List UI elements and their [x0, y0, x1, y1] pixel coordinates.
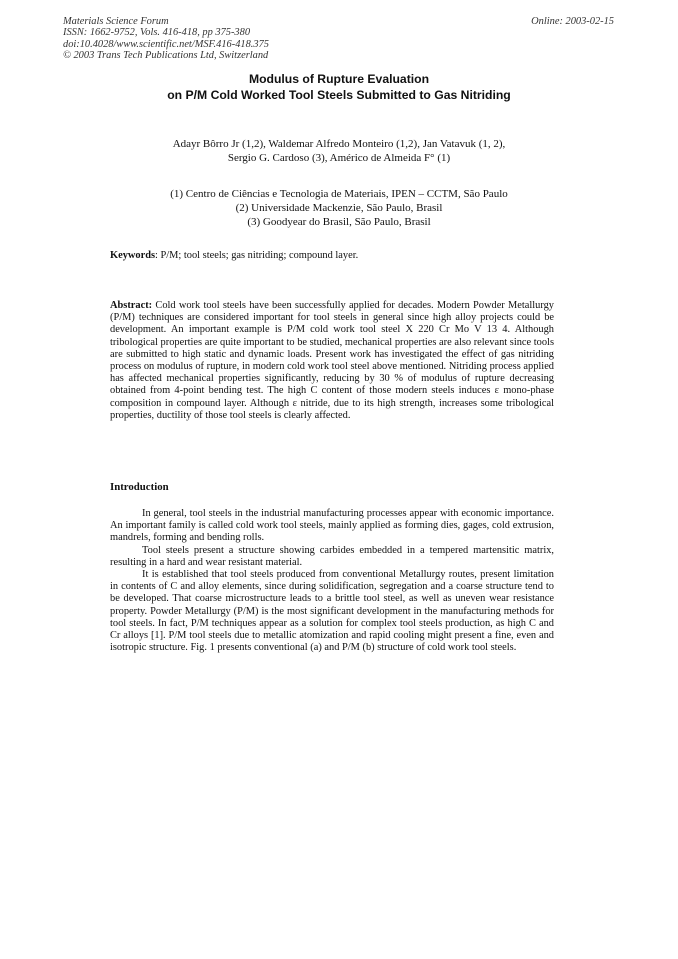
affiliation-3: (3) Goodyear do Brasil, São Paulo, Brasil [247, 216, 431, 228]
journal-name: Materials Science Forum [63, 16, 169, 27]
affiliation-1: (1) Centro de Ciências e Tecnologia de Materiais, IPEN – CCTM, São Paulo [170, 188, 508, 200]
online-date: Online: 2003-02-15 [531, 16, 614, 27]
journal-header [63, 16, 269, 62]
author-list [0, 137, 678, 165]
author-line-1: Adayr Bôrro Jr (1,2), Waldemar Alfredo Monteiro (1,2), Jan Vatavuk (1, 2), [172, 138, 506, 150]
keywords-section [110, 250, 554, 262]
title-line-1: Modulus of Rupture Evaluation [248, 72, 430, 86]
paper-title [0, 71, 678, 103]
doi-link[interactable]: doi:10.4028/www.scientific.net/MSF.416-418.375 [63, 38, 269, 50]
title-line-2: on P/M Cold Worked Tool Steels Submitted to Gas Nitriding [167, 88, 511, 102]
abstract-section [110, 300, 554, 422]
introduction-body [110, 508, 554, 654]
keywords-label: Keywords [110, 250, 156, 261]
affiliation-2: (2) Universidade Mackenzie, São Paulo, Brasil [235, 202, 443, 214]
introduction-heading: Introduction [110, 481, 169, 493]
affiliation-list [0, 187, 678, 229]
intro-paragraph-1: In general, tool steels in the industrial manufacturing processes appear with economic importance. An important family is called cold work tool steels, mainly applied as forming dies, gages, cold extrusion, mandrels, forming and bending rolls. [110, 508, 554, 544]
author-line-2: Sergio G. Cardoso (3), Américo de Almeida F° (1) [227, 152, 451, 164]
abstract-label: Abstract: [110, 300, 153, 311]
intro-paragraph-2: Tool steels present a structure showing carbides embedded in a tempered martensitic matrix, resulting in a hard and wear resistant material. [110, 544, 554, 568]
keywords-text: : P/M; tool steels; gas nitriding; compound layer. [155, 250, 359, 261]
abstract-text: Cold work tool steels have been successfully applied for decades. Modern Powder Metallurgy (P/M) techniques are considered important for tool steels in general since high alloy projects could be development. An important example is P/M cold work tool steel X 220 Cr Mo V 13 4. Although tribological properties are quite important to be studied, mechanical properties are also relevant since tools are submitted to high static and dynamic loads. Present work has investigated the effect of gas nitriding process on modulus of rupture, in modern cold work tool steel above mentioned. Nitriding process applied has affected mechanical properties significantly, reducing by 30 % of modulus of rupture decreasing obtained from 4-point bending test. The high C content of those modern steels induces ε mono-phase composition in compound layer. Although ε nitride, due to its high strength, increases some tribological properties, ductility of those tool steels is clearly affected. [110, 300, 554, 421]
issn-line: ISSN: 1662-9752, Vols. 416-418, pp 375-380 [63, 27, 251, 39]
intro-paragraph-3: It is established that tool steels produced from conventional Metallurgy routes, present limitation in contents of C and alloy elements, since during solidification, segregation and a coarse structure tend to be developed. That coarse microstructure leads to a brittle tool steel, as well as uneven wear resistance property. Powder Metallurgy (P/M) is the most significant development in the manufacturing methods for tool steels. In fact, P/M techniques appear as a solution for complex tool steels production, as high C and Cr alloys [1]. P/M tool steels due to metallic atomization and rapid cooling might present a fine, even and isotropic structure. Fig. 1 presents conventional (a) and P/M (b) structure of cold work tool steels. [110, 569, 554, 654]
copyright-line: © 2003 Trans Tech Publications Ltd, Switzerland [63, 50, 269, 62]
